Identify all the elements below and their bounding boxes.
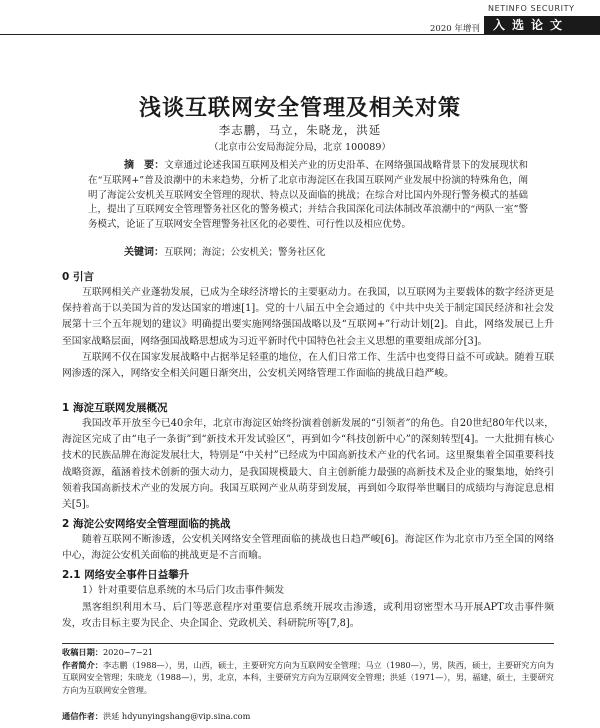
section-heading-2-1: 2.1 网络安全事件日益攀升 <box>62 569 190 581</box>
footnote-received <box>62 646 554 658</box>
contact-label: 通信作者： <box>62 711 103 721</box>
bio-text: 李志鹏（1988—），男，山西，硕士，主要研究方向为互联网安全管理；马立（1980—），男，陕西，硕士，主要研究方向为互联网安全管理；朱晓龙（1988—），男，北京，本科，主要研究方向为互联网安全管理；洪延（1971—），男，福建，硕士，主要研究方向为互联网安全管理。 <box>62 660 554 695</box>
abstract-label: 摘 要： <box>124 160 165 171</box>
bio-label: 作者简介： <box>62 660 103 670</box>
section-2-1-item: 1）针对重要信息系统的木马后门攻击事件频发 <box>82 585 285 596</box>
section-1-paragraph: 我国改革开放至今已40余年，北京市海淀区始终扮演着创新发展的“引领者”的角色。自20世纪80年代以来，海淀区完成了由“电子一条街”到“新技术开发试验区”，再到如今“科技创新中心”的深刻转型[4]。一大批拥有核心技术的民族品牌在海淀发展壮大，特别是“中关村”已经成为中国高新技术产业的代名词。这里聚集着全国重要科技战略资源，蕴涵着技术创新的强大动力，是我国规模最大、自主创新能力最强的高新技术及企业的聚集地，始终引领着我国高新技术产业的发展方向。我国互联网产业从萌芽到发展，再到如今取得举世瞩目的成绩均与海淀息息相关[5]。 <box>62 418 554 511</box>
footnote-bio <box>62 659 554 696</box>
section-2-paragraph: 随着互联网不断渗透，公安机关网络安全管理面临的挑战也日趋严峻[6]。海淀区作为北京市乃至全国的网络中心，海淀公安机关面临的挑战更是不言而喻。 <box>62 534 554 562</box>
section-heading-2: 2 海淀公安网络安全管理面临的挑战 <box>62 518 231 530</box>
footnote-rule <box>62 643 554 644</box>
abstract-text: 文章通过论述我国互联网及相关产业的历史沿革、在网络强国战略背景下的发展现状和在“互联网+”普及浪潮中的未来趋势，分析了北京市海淀区在我国互联网产业发展中扮演的特殊角色，阐明了海淀公安机关互联网安全管理的现状、特点以及面临的挑战；在综合对比国内外现行警务模式的基础上，提出了互联网安全管理警务社区化的警务模式；并结合我国深化司法体制改革浪潮中的“两队一室”警务模式，论证了互联网安全管理警务社区化的必要性、可行性以及相应优势。 <box>88 160 528 231</box>
issue-label: 2020 年增刊 <box>430 24 480 34</box>
intro-paragraph-1: 互联网相关产业蓬勃发展，已成为全球经济增长的主要驱动力。在我国，以互联网为主要载体的数字经济更是保持着高于以美国为首的发达国家的增速[1]。党的十八届五中全会通过的《中共中央关于制定国民经济和社会发展第十三个五年规划的建议》明确提出要实施网络强国战略以及“互联网+”行动计划[2]。自此，网络发展已上升至国家战略层面，网络强国战略思想成为习近平新时代中国特色社会主义思想的重要组成部分[3]。 <box>62 287 554 347</box>
paper-affiliation: （北京市公安局海淀分局，北京 100089） <box>209 142 391 153</box>
footnote-contact <box>62 710 554 722</box>
section-heading-1: 1 海淀互联网发展概况 <box>62 402 168 414</box>
paper-authors: 李志鹏，马立，朱晓龙，洪延 <box>218 123 382 137</box>
journal-brand: NETINFO SECURITY <box>488 4 575 13</box>
keywords <box>88 243 528 258</box>
section-2-1-paragraph: 黑客组织利用木马、后门等恶意程序对重要信息系统开展攻击渗透，或利用窃密型木马开展APT攻击事件频发，攻击目标主要为民企、央企国企、党政机关、科研院所等[7,8]。 <box>62 602 554 630</box>
section-tab: 入选论文 <box>484 16 600 35</box>
paper-title: 浅谈互联网安全管理及相关对策 <box>138 95 461 121</box>
received-label: 收稿日期： <box>62 647 103 657</box>
abstract <box>88 159 528 233</box>
page-header <box>0 0 600 40</box>
keywords-text: 互联网；海淀；公安机关；警务社区化 <box>164 247 326 258</box>
received-date: 2020−7−21 <box>102 647 154 657</box>
contact-text: 洪延 hdyunyingshang@vip.sina.com <box>102 711 251 721</box>
header-rule <box>0 34 600 35</box>
section-heading-intro: 0 引言 <box>62 271 94 283</box>
keywords-label: 关键词： <box>124 247 164 258</box>
intro-paragraph-2: 互联网不仅在国家发展战略中占据举足轻重的地位，在人们日常工作、生活中也变得日益不可或缺。随着互联网渗透的深入，网络安全相关问题日渐突出，公安机关网络管理工作面临的挑战日趋严峻。 <box>62 352 554 380</box>
